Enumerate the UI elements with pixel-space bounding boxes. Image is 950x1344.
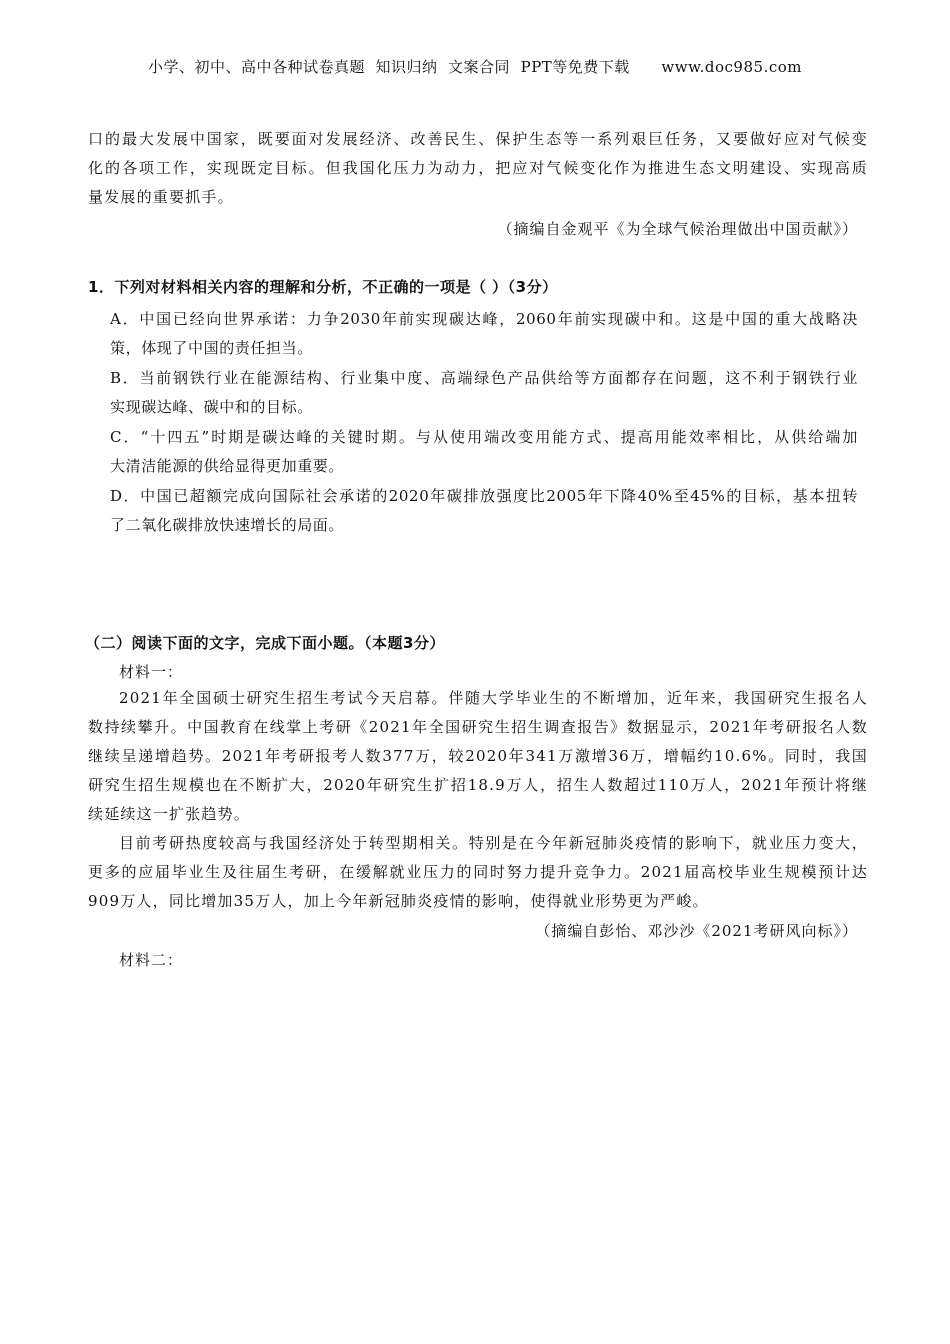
page-header: 小学、初中、高中各种试卷真题 知识归纳 文案合同 PPT等免费下载 www.doc985.com bbox=[147, 58, 802, 76]
option-line: 大清洁能源的供给显得更加重要。 bbox=[110, 457, 345, 475]
option-d bbox=[110, 482, 858, 540]
paragraph-line: 数持续攀升。中国教育在线掌上考研《2021年全国研究生招生调查报告》数据显示，2021年考研报名人数 bbox=[88, 718, 868, 736]
option-line: A．中国已经向世界承诺：力争2030年前实现碳达峰，2060年前实现碳中和。这是中国的重大战略决 bbox=[110, 310, 858, 328]
paragraph-line: 化的各项工作，实现既定目标。但我国化压力为动力，把应对气候变化作为推进生态文明建设、实现高质 bbox=[88, 159, 868, 177]
option-b bbox=[110, 364, 858, 422]
source-citation: （摘编自金观平《为全球气候治理做出中国贡献》） bbox=[497, 220, 858, 238]
paragraph-line: 目前考研热度较高与我国经济处于转型期相关。特别是在今年新冠肺炎疫情的影响下，就业压力变大， bbox=[119, 834, 868, 852]
paragraph-line: 2021年全国硕士研究生招生考试今天启幕。伴随大学毕业生的不断增加，近年来，我国研究生报名人 bbox=[119, 689, 868, 707]
question-stem: 1．下列对材料相关内容的理解和分析，不正确的一项是（ ）（3分） bbox=[88, 278, 558, 296]
paragraph-line: 继续呈递增趋势。2021年考研报考人数377万，较2020年341万激增36万，增幅约10.6%。同时，我国 bbox=[88, 747, 868, 765]
option-line: D．中国已超额完成向国际社会承诺的2020年碳排放强度比2005年下降40%至45%的目标，基本扭转 bbox=[110, 487, 858, 505]
option-a bbox=[110, 305, 858, 363]
paragraph-line: 研究生招生规模也在不断扩大，2020年研究生扩招18.9万人，招生人数超过110万人，2021年预计将继 bbox=[88, 776, 868, 794]
material-paragraph bbox=[88, 829, 868, 916]
material-label: 材料二： bbox=[119, 951, 184, 969]
paragraph-line: 口的最大发展中国家，既要面对发展经济、改善民生、保护生态等一系列艰巨任务，又要做好应对气候变 bbox=[88, 130, 868, 148]
paragraph-line: 续延续这一扩张趋势。 bbox=[88, 805, 251, 823]
paragraph-line: 量发展的重要抓手。 bbox=[88, 188, 234, 206]
option-line: 实现碳达峰、碳中和的目标。 bbox=[110, 398, 313, 416]
paragraph-line: 更多的应届毕业生及往届生考研，在缓解就业压力的同时努力提升竞争力。2021届高校毕业生规模预计达 bbox=[88, 863, 868, 881]
option-line: 策，体现了中国的责任担当。 bbox=[110, 339, 313, 357]
option-line: B．当前钢铁行业在能源结构、行业集中度、高端绿色产品供给等方面都存在问题，这不利于钢铁行业 bbox=[110, 369, 858, 387]
paragraph-line: 909万人，同比增加35万人，加上今年新冠肺炎疫情的影响，使得就业形势更为严峻。 bbox=[88, 892, 709, 910]
material-paragraph bbox=[88, 125, 868, 212]
option-line: 了二氧化碳排放快速增长的局面。 bbox=[110, 516, 345, 534]
option-c bbox=[110, 423, 858, 481]
material-label: 材料一： bbox=[119, 663, 184, 681]
material-paragraph bbox=[88, 684, 868, 829]
option-line: C．“十四五”时期是碳达峰的关键时期。与从使用端改变用能方式、提高用能效率相比，从供给端加 bbox=[110, 428, 858, 446]
section-heading: （二）阅读下面的文字，完成下面小题。（本题3分） bbox=[85, 634, 445, 652]
source-citation: （摘编自彭怡、邓沙沙《2021考研风向标》） bbox=[535, 922, 858, 940]
